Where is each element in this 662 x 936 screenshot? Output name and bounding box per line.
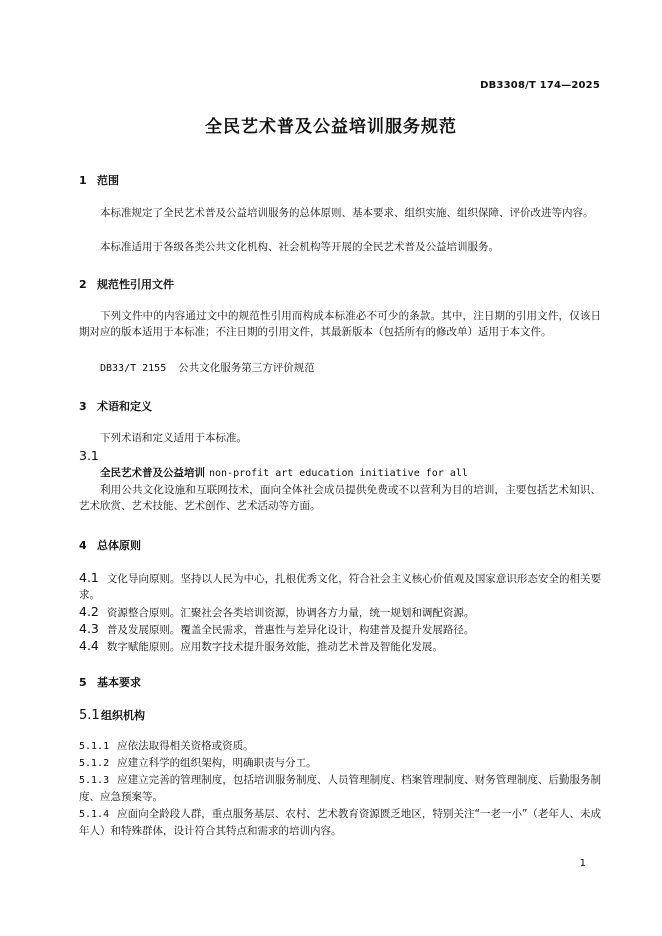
- item-number: 5.1.1: [79, 741, 110, 752]
- item-text: 应建立科学的组织架构，明确职责与分工。: [117, 757, 317, 769]
- item-text: 数字赋能原则。应用数字技术提升服务效能，推动艺术普及智能化发展。: [106, 641, 443, 653]
- item-text: 应依法取得相关资格或资质。: [117, 740, 254, 752]
- section-heading-terms: [79, 398, 152, 414]
- section-heading-basic-requirements: [79, 674, 141, 690]
- document-number: DB3308/T 174—2025: [480, 80, 600, 91]
- term-definition: 利用公共文化设施和互联网技术，面向全体社会成员提供免费或不以营利为目的培训，主要包括艺术知识、艺术欣赏、艺术技能、艺术创作、艺术活动等方面。: [79, 484, 601, 512]
- reference-title: 公共文化服务第三方评价规范: [178, 362, 315, 374]
- term-chinese: 全民艺术普及公益培训: [100, 467, 205, 479]
- list-item: [79, 621, 601, 638]
- section-number: 5: [79, 676, 87, 689]
- list-item: [79, 638, 601, 655]
- item-text: 应建立完善的管理制度，包括培训服务制度、人员管理制度、档案管理制度、财务管理制度、后勤服务制度、应急预案等。: [79, 774, 601, 803]
- section-heading-principles: [79, 537, 141, 553]
- page-title: 全民艺术普及公益培训服务规范: [205, 117, 457, 137]
- section-title: 术语和定义: [97, 400, 152, 413]
- paragraph: 下列术语和定义适用于本标准。: [100, 432, 247, 444]
- subsection-title: 组织机构: [101, 709, 145, 722]
- item-text: 文化导向原则。坚持以人民为中心，扎根优秀文化，符合社会主义核心价值观及国家意识形态安全的相关要求。: [79, 573, 601, 601]
- list-item: [79, 570, 601, 603]
- term-number: 3.1: [79, 448, 99, 463]
- item-number: 5.1.4: [79, 809, 110, 820]
- list-item: [79, 806, 601, 839]
- paragraph: 本标准适用于各级各类公共文化机构、社会机构等开展的全民艺术普及公益培训服务。: [100, 241, 499, 253]
- subsection-heading-organization: [79, 707, 145, 723]
- section-title: 规范性引用文件: [97, 278, 174, 291]
- section-heading-normative-references: [79, 276, 174, 292]
- term-entry: [100, 465, 468, 480]
- section-title: 总体原则: [97, 539, 141, 552]
- item-number: 5.1.3: [79, 775, 110, 786]
- list-item: [79, 604, 601, 621]
- list-item: [79, 755, 601, 772]
- page-number: 1: [579, 858, 586, 869]
- list-item: [79, 738, 601, 755]
- section-number: 3: [79, 400, 87, 413]
- item-number: 4.4: [79, 638, 99, 653]
- reference-entry: [100, 360, 315, 375]
- item-number: 4.2: [79, 604, 99, 619]
- section-number: 4: [79, 539, 87, 552]
- section-number: 2: [79, 278, 87, 291]
- section-heading-scope: [79, 172, 119, 188]
- paragraph: 下列文件中的内容通过文中的规范性引用而构成本标准必不可少的条款。其中，注日期的引用文件，仅该日期对应的版本适用于本标准；不注日期的引用文件，其最新版本（包括所有的修改单）适用于本文件。: [79, 310, 601, 338]
- subsection-number: 5.1: [79, 708, 100, 723]
- section-number: 1: [79, 174, 87, 187]
- term-english: non-profit art education initiative for all: [209, 468, 468, 479]
- item-number: 4.1: [79, 570, 99, 585]
- item-text: 普及发展原则。覆盖全民需求，普惠性与差异化设计，构建普及提升发展路径。: [106, 624, 475, 636]
- section-title: 基本要求: [97, 676, 141, 689]
- section-title: 范围: [97, 174, 119, 187]
- item-number: 4.3: [79, 621, 99, 636]
- item-number: 5.1.2: [79, 758, 110, 769]
- reference-code: DB33/T 2155: [100, 363, 167, 374]
- list-item: [79, 772, 601, 805]
- item-text: 应面向全龄段人群，重点服务基层、农村、艺术教育资源匮乏地区，特别关注“一老一小”（老年人、未成年人）和特殊群体，设计符合其特点和需求的培训内容。: [79, 808, 601, 837]
- item-text: 资源整合原则。汇聚社会各类培训资源，协调各方力量，统一规划和调配资源。: [106, 607, 475, 619]
- paragraph: 本标准规定了全民艺术普及公益培训服务的总体原则、基本要求、组织实施、组织保障、评价改进等内容。: [100, 207, 594, 219]
